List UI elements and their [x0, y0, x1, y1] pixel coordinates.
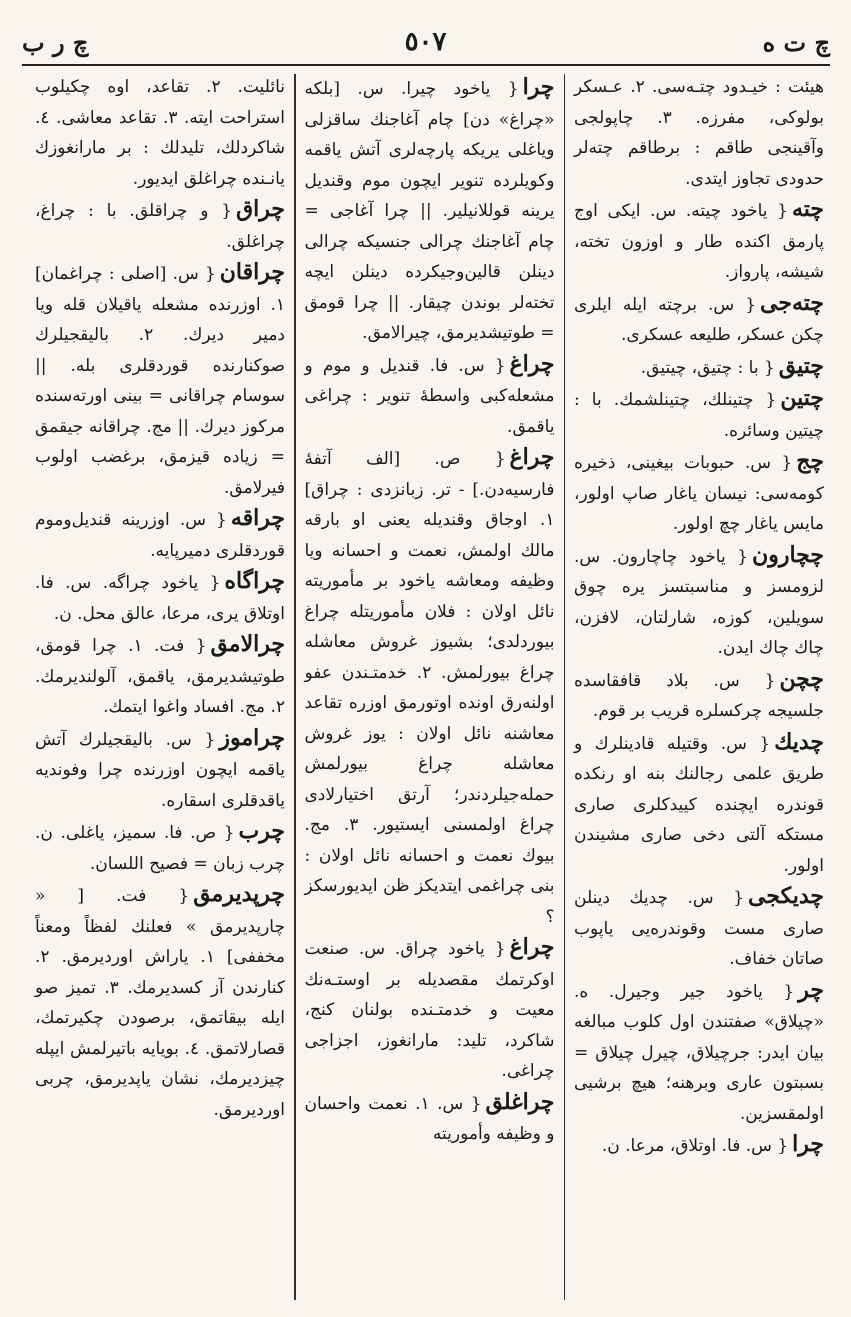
- entry-headword: چته: [791, 196, 824, 222]
- page-number: ٥٠٧: [404, 27, 447, 57]
- entry-definition: { با : چتیق، چیتیق.: [640, 357, 775, 378]
- dictionary-entry: [574, 664, 824, 727]
- entry-headword: چراموز: [219, 724, 285, 751]
- dictionary-entry: [574, 383, 824, 446]
- entry-definition: { س. حبوبات بیغینی، ذخیره کومه‌سی: نیسان یاغار صاپ اولور، مایس یاغار چچ اولور.: [574, 453, 824, 534]
- entry-definition: { س. بلاد قافقاسده جلسیجه چرکسلره قریب بر قوم.: [574, 670, 824, 721]
- entry-definition: { یاخود جیر وجیرل. ه. «چیلاق» صفتندن اول کلوب مبالغه بیان ایدر: جرچیلاق، چیرل چیلاق = بسبتون عاری وبرهنه؛ هیچ برشیی اولمقسزین.: [574, 981, 824, 1124]
- entry-headword: چرپدیرمق: [193, 881, 285, 907]
- dictionary-entry: [574, 975, 824, 1130]
- dictionary-entry: [305, 442, 555, 932]
- right-guide-letters: چ ت ه: [762, 27, 830, 57]
- dictionary-entry: [574, 351, 824, 384]
- column-right: [568, 72, 830, 1302]
- entry-headword: چر: [798, 976, 824, 1003]
- dictionary-entry: [35, 723, 285, 817]
- entry-definition: { یاخود چیرا. س. [بلکه «چراغ» دن] چام آغاجنك ساقزلی ویاغلی یریکه پارچه‌لری آتش یاقمه وکویلرده تنویر ایچون موم وقندیل یرینه قوللانیلیر. || چرا آغاجی = چام آغاجنك چرالی جنسیکه چرالی دینلن قالین‌وجیکرده دینلن ایچه تخته‌لر بوندن چیقار. || چرا قومق = طوتیشدیرمق، چیرالامق.: [304, 79, 555, 343]
- dictionary-entry: [35, 503, 285, 566]
- entry-definition: { فت. [ « چارپدیرمق » فعلنك لفظاً ومعناً مخففی] ۱. یاراش اوردیرمق. ۲. کنارندن آز کسدیرمك. ۳. تمیز صو ایله بیقاتمق، برصودن چکیرتمك، قصارلاتمق. ٤. بویایه باتیرلمش ایپله چیزدیرمك، نشان یاپدیرمق، چربی اوردیرمق.: [35, 886, 286, 1120]
- entry-headword: چرا: [792, 1131, 824, 1157]
- dictionary-entry: [35, 257, 285, 503]
- left-guide-letters: چ ر ب: [22, 27, 89, 57]
- entry-headword: چتین: [780, 385, 824, 411]
- dictionary-entry: [35, 879, 285, 1125]
- entry-definition: { س. [اصلی : چراغمان] ۱. اوزرنده مشعله یاقیلان قله ویا دمیر دیرك. ۲. بالیقجیلرك صوکنارنده قوردقلری بله. || سوسام چراقانی = بینی اورته‌سنده مرکوز دیرك. || مج. چراقانه جیقمق = زیاده قیزمق، برغضب اولوب فیرلامق.: [35, 264, 285, 498]
- entry-definition: { و چراقلق. با : چراغ، چراغلق.: [35, 201, 285, 252]
- entry-headword: چراغلق: [485, 1088, 555, 1115]
- page-header: [22, 22, 830, 62]
- entry-headword: چچارون: [752, 541, 824, 568]
- entry-definition: { س. ۱. نعمت واحسان و وظیفه وأموریته: [304, 1093, 555, 1144]
- dictionary-entry: [574, 446, 824, 540]
- entry-headword: چراقان: [219, 259, 285, 285]
- entry-definition: هیئت : خیـدود چتـه‌سی. ۲. عـسکر بولوکی، مفرزه. ۳. چاپولجی وآقینجی طاقم : برطاقم چته‌لر حدودی تجاوز ایتدی.: [574, 77, 824, 189]
- entry-definition: { چتینلك، چتینلشمك. با : چیتین وسائره.: [574, 390, 824, 441]
- entry-definition: { یاخود چاچارون. س. لزومسز و مناسبتسز یره چوق سویلین، کوزه، شارلتان، لافزن، چاك چاك ایدن.: [574, 546, 824, 658]
- dictionary-entry: [574, 288, 824, 351]
- entry-definition: { فت. ۱. چرا قومق، طوتیشدیرمق، یاقمق، آلولندیرمك. ۲. مج. افساد واغوا ایتمك.: [35, 636, 285, 717]
- dictionary-entry: [35, 194, 285, 257]
- entry-definition: { س. فا. اوتلاق، مرعا. ن.: [601, 1136, 789, 1156]
- entry-headword: چراگاه: [224, 568, 285, 594]
- entry-definition: { س. فا. قندیل و موم و مشعله‌کبی واسطهٔ تنویر : چراغی یاقمق.: [304, 355, 555, 437]
- entry-headword: چراغ: [509, 934, 555, 960]
- header-rule: [22, 64, 830, 66]
- entry-definition: { س. چدیك دینلن صاری مست وقوندره‌یی یاپوب صاتان خفاف.: [574, 888, 824, 969]
- column-divider: [564, 74, 566, 1300]
- column-left: [29, 72, 291, 1302]
- dictionary-entry: [305, 932, 555, 1087]
- dictionary-entry: [574, 540, 824, 664]
- columns: [22, 72, 830, 1302]
- entry-definition: { س. بالیقجیلرك آتش یاقمه ایچون اوزرنده چرا وفوندیه یاقدقلری اسقاره.: [35, 729, 285, 811]
- entry-headword: چج: [796, 448, 824, 474]
- dictionary-entry: [35, 816, 285, 879]
- dictionary-entry: [574, 194, 824, 288]
- entry-headword: چرالامق: [210, 631, 285, 657]
- entry-headword: چته‌جی: [760, 289, 824, 316]
- dictionary-entry: [35, 566, 285, 629]
- dictionary-entry: [305, 349, 555, 443]
- entry-definition: { ص. [الف آتفهٔ فارسیه‌دن.] - تر. زبانزدی : چراق] ۱. اوجاق وقندیله یعنی او بارقه مالك اولمش، نعمت و احسانه ویا وظیفه ومعاشه یاخود بر مأموریته نائل اولان : فلان مأموریتله چراغ بیوردلدی؛ بشیوز غروش معاشله چراغ بیورلمش. ۲. خدمتـندن عفو اولنه‌رق اونده اوتورمق اوزره تقاعد معاشنه نائل اولان : یوز غروش معاشله چراغ بیورلمش حمله‌جیلردندر؛ آرتق اختیارلادی چراغ اولمسنی ایستیور. ۳. مج. بیوك نعمت و احسانه نائل اولان : بنی چراغمی ایتدیکز ظن ایدیورسکز ؟: [304, 449, 555, 927]
- dictionary-entry: [305, 1087, 555, 1150]
- entry-definition: { یاخود چراگه. س. فا. اوتلاق یری، مرعا، عالق محل. ن.: [35, 573, 285, 624]
- entry-headword: چتیق: [778, 352, 824, 379]
- entry-definition: { ص. فا. سمیز، یاغلی. ن. چرب زبان = فصیح اللسان.: [35, 823, 285, 874]
- entry-definition: { یاخود چیته. س. ایکی اوج پارمق اکنده طار و اوزون تخته، شیشه، پارواز.: [574, 201, 824, 282]
- entry-definition: نائلیت. ۲. تقاعد، اوه چکیلوب استراحت ایته. ۳. تقاعد معاشی. ٤. شاکردلك، تلیدلك : بر مارانغوزك یانـنده چراغلق ایدیور.: [35, 77, 286, 189]
- dictionary-entry: [35, 72, 285, 194]
- column-divider: [294, 74, 296, 1300]
- entry-definition: { س. برچته ایله ایلری چکن عسکر، طلیعه عسکری.: [574, 294, 824, 345]
- entry-headword: چراق: [236, 196, 285, 222]
- entry-headword: چدیکجی: [748, 883, 824, 909]
- entry-headword: چدیك: [774, 728, 824, 755]
- dictionary-entry: [574, 72, 824, 194]
- column-middle: [299, 72, 561, 1302]
- entry-definition: { یاخود چراق. س. صنعت اوکرتمك مقصدیله بر اوستـه‌نك معیت و خدمتـنده بولنان کنج، شاکرد، تلید: مارانغوز، اجزاجی چراغی.: [304, 939, 555, 1081]
- entry-headword: چرب: [238, 818, 285, 844]
- entry-definition: { س. اوزرینه قندیل‌وموم قوردقلری دمیرپایه.: [35, 510, 285, 561]
- entry-headword: چراغ: [509, 444, 555, 470]
- entry-definition: { س. وقتیله قادینلرك و طریق علمی رجالنك بنه او رنکده قوندره ایچنده کییدکلری صاری مستکه آلتی دخی صاری مشیندن اولور.: [574, 733, 824, 876]
- dictionary-entry: [574, 1129, 824, 1162]
- entry-headword: چراغ: [509, 350, 555, 377]
- entry-headword: چراقه: [230, 505, 285, 531]
- dictionary-entry: [574, 881, 824, 975]
- entry-headword: چرا: [522, 74, 555, 100]
- entry-headword: چچن: [779, 665, 824, 692]
- dictionary-entry: [305, 72, 555, 349]
- dictionary-entry: [35, 629, 285, 723]
- dictionary-entry: [574, 727, 824, 882]
